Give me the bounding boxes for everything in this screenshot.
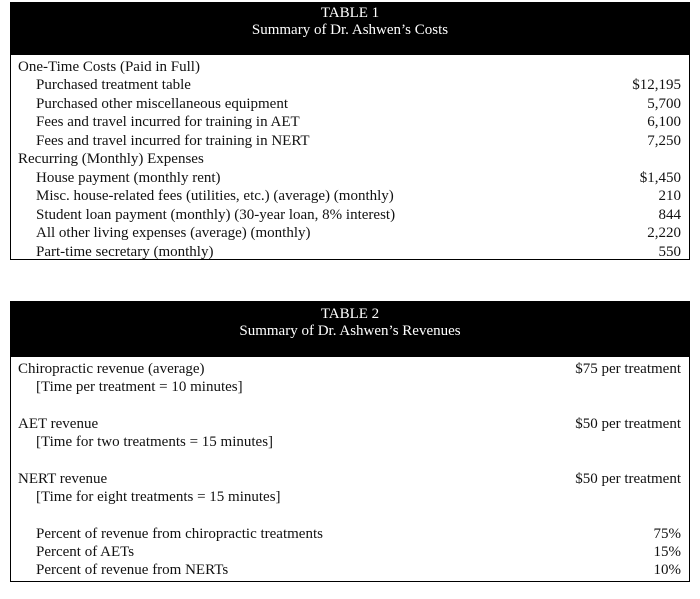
row-value: $75 per treatment (575, 361, 681, 377)
row-value: 10% (653, 562, 681, 578)
row-label: NERT revenue (18, 471, 108, 487)
table-row (11, 169, 689, 187)
row-value: 2,220 (647, 225, 681, 241)
percent-row (11, 561, 689, 579)
costs-table-header (11, 3, 689, 55)
revenue-detail-row (11, 433, 689, 451)
row-label: Fees and travel incurred for training in NERT (36, 132, 310, 149)
table-row (11, 187, 689, 205)
row-label: Percent of revenue from chiropractic treatments (36, 526, 323, 542)
row-label: Purchased other miscellaneous equipment (36, 95, 289, 112)
row-value: $12,195 (632, 77, 681, 93)
row-value: $50 per treatment (575, 471, 681, 487)
table-row (11, 132, 689, 150)
revenues-table (10, 301, 690, 582)
row-label: Student loan payment (monthly) (30-year loan, 8% interest) (36, 206, 396, 223)
row-detail: [Time for eight treatments = 15 minutes] (36, 489, 281, 505)
revenues-table-header (11, 302, 689, 357)
revenues-table-title: TABLE 2 (320, 306, 380, 322)
revenue-detail-row (11, 378, 689, 396)
row-detail: [Time for two treatments = 15 minutes] (36, 434, 274, 450)
section-heading-one-time: One-Time Costs (Paid in Full) (18, 59, 200, 75)
revenue-row-nert (11, 470, 689, 488)
costs-table-subtitle: Summary of Dr. Ashwen’s Costs (251, 22, 449, 38)
row-value: $1,450 (639, 169, 681, 186)
row-label: AET revenue (18, 416, 99, 432)
table-row (11, 113, 689, 131)
section-heading-recurring: Recurring (Monthly) Expenses (18, 151, 204, 167)
row-label: Part-time secretary (monthly) (36, 243, 214, 260)
table-row (11, 95, 689, 113)
row-label: Fees and travel incurred for training in AET (36, 114, 300, 130)
row-value: 550 (658, 243, 681, 260)
revenue-row-aet (11, 415, 689, 433)
row-label: Purchased treatment table (36, 77, 191, 93)
row-detail: [Time per treatment = 10 minutes] (36, 379, 243, 395)
row-value: $50 per treatment (575, 416, 681, 432)
row-value: 5,700 (647, 95, 681, 112)
row-label: Chiropractic revenue (average) (18, 361, 205, 377)
table-row (11, 206, 689, 224)
row-value: 210 (658, 188, 681, 204)
percent-row (11, 543, 689, 561)
revenue-detail-row (11, 488, 689, 506)
row-label: Misc. house-related fees (utilities, etc.) (average) (monthly) (36, 188, 394, 204)
costs-table (10, 2, 690, 260)
row-value: 844 (658, 206, 681, 223)
row-label: Percent of AETs (36, 544, 135, 560)
row-label: House payment (monthly rent) (36, 169, 221, 186)
percent-row (11, 525, 689, 543)
costs-table-title: TABLE 1 (320, 5, 380, 21)
table-row (11, 243, 689, 261)
table-row (11, 224, 689, 242)
row-value: 6,100 (647, 114, 681, 130)
row-value: 7,250 (647, 132, 681, 149)
row-value: 15% (653, 544, 681, 560)
revenues-table-subtitle: Summary of Dr. Ashwen’s Revenues (239, 323, 461, 339)
row-label: Percent of revenue from NERTs (36, 562, 229, 578)
row-value: 75% (653, 526, 681, 542)
table-row (11, 76, 689, 94)
row-label: All other living expenses (average) (monthly) (36, 225, 311, 241)
revenue-row-chiropractic (11, 360, 689, 378)
